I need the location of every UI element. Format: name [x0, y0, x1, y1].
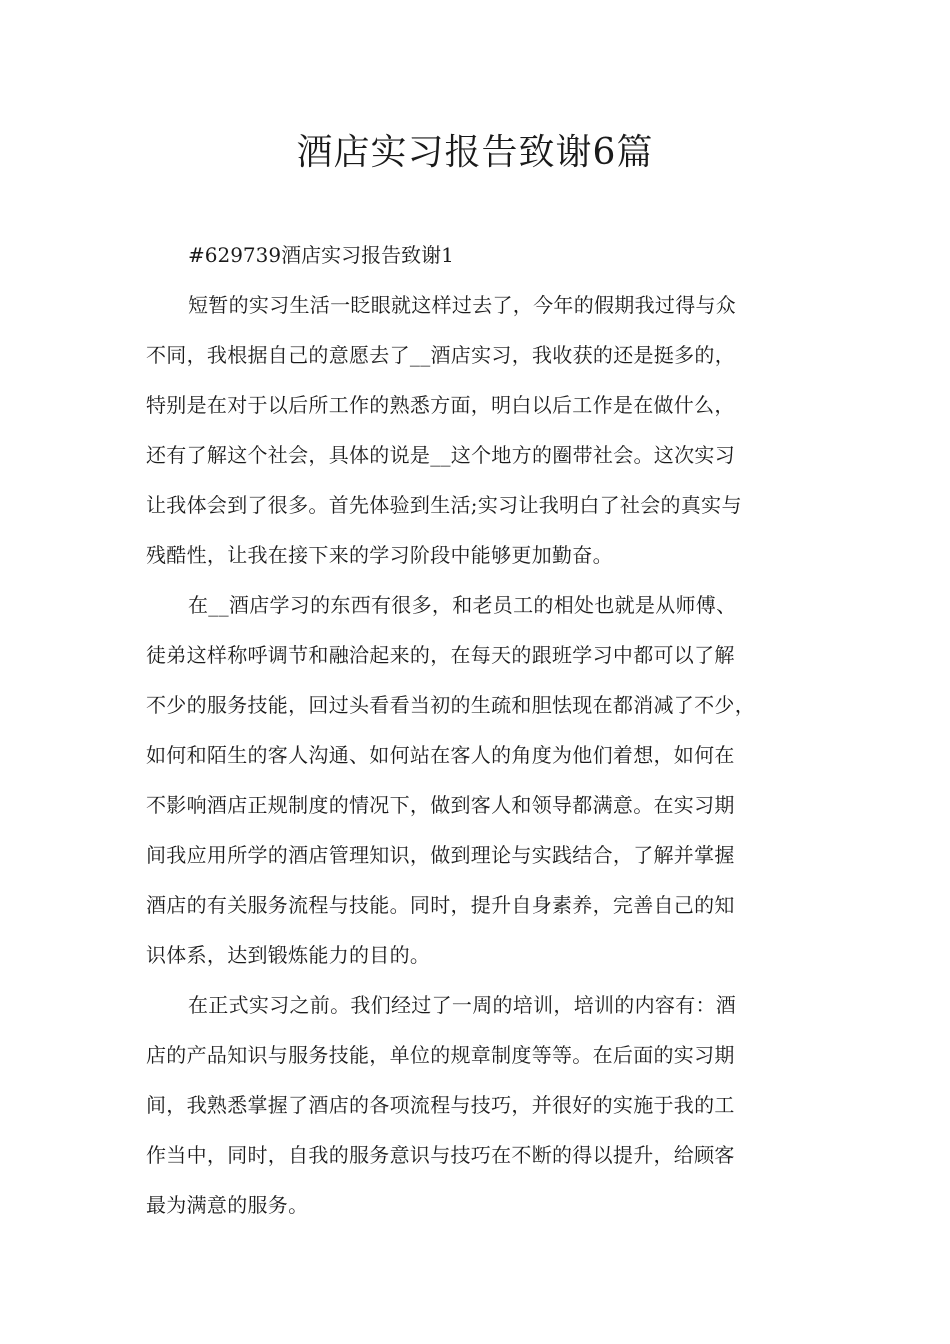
section-heading: #629739酒店实习报告致谢1 [188, 243, 454, 267]
paragraph-line: 还有了解这个社会，具体的说是__这个地方的圈带社会。这次实习 [146, 443, 735, 467]
paragraph-line: 残酷性，让我在接下来的学习阶段中能够更加勤奋。 [146, 543, 613, 567]
paragraph-line: 让我体会到了很多。首先体验到生活;实习让我明白了社会的真实与 [146, 493, 742, 517]
paragraph-line: 作当中，同时，自我的服务意识与技巧在不断的得以提升，给顾客 [146, 1143, 735, 1167]
paragraph-line: 特别是在对于以后所工作的熟悉方面，明白以后工作是在做什么， [146, 393, 735, 417]
paragraph-line: 店的产品知识与服务技能，单位的规章制度等等。在后面的实习期 [146, 1043, 735, 1067]
paragraph-line: 徒弟这样称呼调节和融洽起来的，在每天的跟班学习中都可以了解 [146, 643, 735, 667]
paragraph-2 [146, 580, 814, 980]
paragraph-3 [146, 980, 814, 1230]
paragraph-line: 如何和陌生的客人沟通、如何站在客人的角度为他们着想，如何在 [146, 743, 735, 767]
document-body [146, 230, 814, 1230]
paragraph-line: 酒店的有关服务流程与技能。同时，提升自身素养，完善自己的知 [146, 893, 735, 917]
paragraph-line: 不影响酒店正规制度的情况下，做到客人和领导都满意。在实习期 [146, 793, 735, 817]
paragraph-line: 不少的服务技能，回过头看看当初的生疏和胆怯现在都消减了不少， [146, 693, 755, 717]
paragraph-line: 短暂的实习生活一眨眼就这样过去了，今年的假期我过得与众 [188, 293, 737, 317]
paragraph-line: 在正式实习之前。我们经过了一周的培训，培训的内容有：酒 [188, 993, 737, 1017]
paragraph-line: 在__酒店学习的东西有很多，和老员工的相处也就是从师傅、 [188, 593, 737, 617]
document-title: 酒店实习报告致谢6篇 [296, 132, 654, 173]
paragraph-line: 间我应用所学的酒店管理知识，做到理论与实践结合，了解并掌握 [146, 843, 735, 867]
paragraph-line: 间，我熟悉掌握了酒店的各项流程与技巧，并很好的实施于我的工 [146, 1093, 735, 1117]
paragraph-line: 识体系，达到锻炼能力的目的。 [146, 943, 431, 967]
paragraph-line: 不同，我根据自己的意愿去了__酒店实习，我收获的还是挺多的， [146, 343, 735, 367]
paragraph-1 [146, 280, 814, 580]
paragraph-line: 最为满意的服务。 [146, 1193, 309, 1217]
